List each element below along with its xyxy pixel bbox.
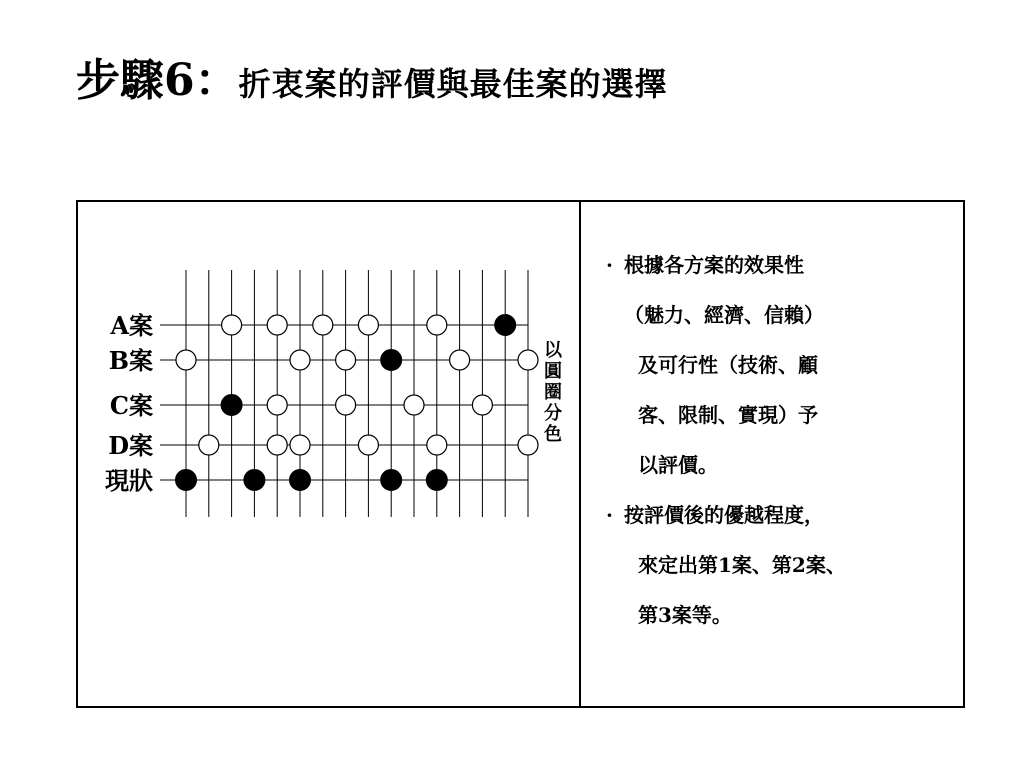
bullet-line: 客、限制、實現）予 [638, 403, 818, 427]
open-circle-mark [358, 315, 378, 335]
open-circle-mark [290, 350, 310, 370]
side-note-char: 色 [544, 424, 562, 445]
bullet-ranking [606, 490, 956, 640]
side-note-char: 圈 [544, 382, 562, 403]
open-circle-mark [518, 435, 538, 455]
open-circle-mark [450, 350, 470, 370]
open-circle-mark [427, 435, 447, 455]
open-circle-mark [267, 395, 287, 415]
row-label: A案 [110, 311, 153, 340]
bullet-dot: · [606, 503, 613, 527]
row-label: 現狀 [105, 466, 153, 495]
bullet-line: 來定出第1案、第2案、 [638, 553, 846, 577]
filled-circle-mark [244, 470, 265, 491]
filled-circle-mark [290, 470, 311, 491]
bullet-line: 根據各方案的效果性 [624, 253, 804, 277]
open-circle-mark [472, 395, 492, 415]
explanation-text [606, 240, 956, 640]
open-circle-mark [518, 350, 538, 370]
open-circle-mark [358, 435, 378, 455]
side-note-char: 以 [544, 340, 562, 361]
filled-circle-mark [381, 470, 402, 491]
open-circle-mark [313, 315, 333, 335]
row-label: C案 [109, 391, 153, 420]
side-note-char: 圓 [544, 361, 562, 382]
title-description: 折衷案的評價與最佳案的選擇 [238, 65, 668, 103]
bullet-evaluation [606, 240, 956, 490]
open-circle-mark [427, 315, 447, 335]
bullet-line: 第3案等。 [638, 603, 732, 627]
bullet-line: 及可行性（技術、顧 [638, 353, 818, 377]
bullet-dot: · [606, 253, 613, 277]
filled-circle-mark [495, 315, 516, 336]
open-circle-mark [267, 435, 287, 455]
open-circle-mark [267, 315, 287, 335]
title-step: 步驟6： [76, 55, 239, 106]
row-label: D案 [108, 431, 153, 460]
open-circle-mark [290, 435, 310, 455]
open-circle-mark [222, 315, 242, 335]
open-circle-mark [336, 350, 356, 370]
filled-circle-mark [381, 350, 402, 371]
open-circle-mark [199, 435, 219, 455]
filled-circle-mark [221, 395, 242, 416]
filled-circle-mark [426, 470, 447, 491]
open-circle-mark [176, 350, 196, 370]
filled-circle-mark [176, 470, 197, 491]
open-circle-mark [336, 395, 356, 415]
bullet-line: 按評價後的優越程度， [624, 503, 824, 527]
row-label: B案 [108, 346, 153, 375]
side-note-char: 分 [544, 403, 562, 424]
bullet-line: 以評價。 [638, 453, 718, 477]
open-circle-mark [404, 395, 424, 415]
bullet-line: （魅力、經濟、信賴） [624, 303, 824, 327]
